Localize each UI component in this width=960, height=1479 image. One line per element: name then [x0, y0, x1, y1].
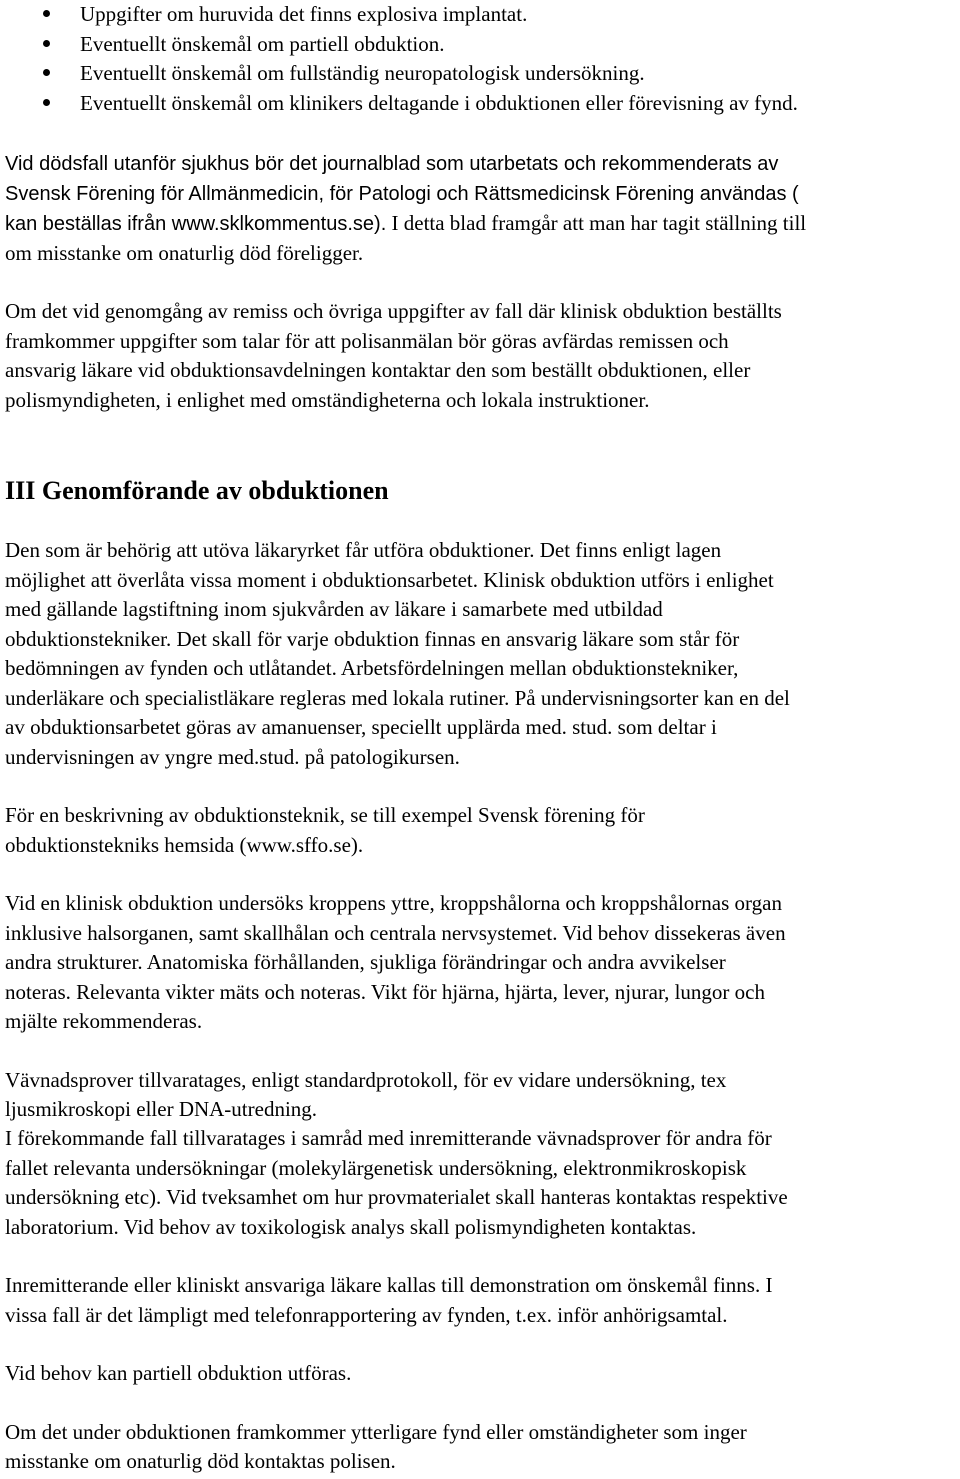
bullet-dot — [43, 40, 50, 47]
text-line — [5, 210, 806, 237]
text-line: av obduktionsarbetet göras av amanuenser, speciellt upplärda med. stud. som deltar i — [5, 715, 717, 739]
text-line: inklusive halsorganen, samt skallhålan och centrala nervsystemet. Vid behov dissekeras även — [5, 921, 786, 945]
bullet-item: Eventuellt önskemål om fullständig neuropatologisk undersökning. — [80, 61, 645, 85]
text-span: kan beställas ifrån www.sklkommentus.se). — [5, 213, 387, 235]
text-line: bedömningen av fynden och utlåtandet. Arbetsfördelningen mellan obduktionstekniker, — [5, 656, 739, 680]
text-line: polismyndigheten, i enlighet med omständigheterna och lokala instruktioner. — [5, 388, 650, 412]
bullet-dot — [43, 10, 50, 17]
text-line: andra strukturer. Anatomiska förhållanden, sjukliga förändringar och andra avvikelser — [5, 950, 726, 974]
text-line: fallet relevanta undersökningar (molekylärgenetisk undersökning, elektronmikroskopisk — [5, 1156, 747, 1180]
text-line: undervisningen av yngre med.stud. på patologikursen. — [5, 745, 460, 769]
text-line: ljusmikroskopi eller DNA-utredning. — [5, 1097, 318, 1121]
text-line: Den som är behörig att utöva läkaryrket får utföra obduktioner. Det finns enligt lagen — [5, 538, 722, 562]
text-line: Vid dödsfall utanför sjukhus bör det journalblad som utarbetats och rekommenderats av — [5, 153, 779, 175]
text-line: obduktionstekniker. Det skall för varje obduktion finnas en ansvarig läkare som står för — [5, 627, 740, 651]
bullet-item: Eventuellt önskemål om klinikers deltagande i obduktionen eller förevisning av fynd. — [80, 91, 798, 115]
bullet-dot — [43, 69, 50, 76]
text-line: om misstanke om onaturlig död föreligger. — [5, 241, 364, 265]
text-line: möjlighet att överlåta vissa moment i obduktionsarbetet. Klinisk obduktion utförs i enlighet — [5, 568, 774, 592]
text-line: Vid behov kan partiell obduktion utföras. — [5, 1361, 352, 1385]
text-line: ansvarig läkare vid obduktionsavdelningen kontaktar den som beställt obduktionen, eller — [5, 358, 751, 382]
text-line: noteras. Relevanta vikter mäts och noteras. Vikt för hjärna, hjärta, lever, njurar, lungor och — [5, 980, 765, 1004]
text-line: Inremitterande eller kliniskt ansvariga läkare kallas till demonstration om önskemål finns. I — [5, 1273, 773, 1297]
text-line: laboratorium. Vid behov av toxikologisk analys skall polismyndigheten kontaktas. — [5, 1215, 697, 1239]
text-line: vissa fall är det lämpligt med telefonrapportering av fynden, t.ex. inför anhörigsamtal. — [5, 1303, 728, 1327]
text-line: obduktionstekniks hemsida (www.sffo.se). — [5, 833, 364, 857]
section-heading: III Genomförande av obduktionen — [5, 476, 389, 505]
text-line: Om det under obduktionen framkommer ytterligare fynd eller omständigheter som inger — [5, 1420, 747, 1444]
text-line: mjälte rekommenderas. — [5, 1009, 203, 1033]
text-line: Om det vid genomgång av remiss och övriga uppgifter av fall där klinisk obduktion beställts — [5, 299, 782, 323]
text-line: undersökning etc). Vid tveksamhet om hur provmaterialet skall hanteras kontaktas respektive — [5, 1185, 788, 1209]
text-line: misstanke om onaturlig död kontaktas polisen. — [5, 1449, 396, 1473]
text-line: Vävnadsprover tillvaratages, enligt standardprotokoll, för ev vidare undersökning, tex — [5, 1068, 727, 1092]
text-line: För en beskrivning av obduktionsteknik, se till exempel Svensk förening för — [5, 803, 645, 827]
text-line: I förekommande fall tillvaratages i samråd med inremitterande vävnadsprover för andra för — [5, 1126, 772, 1150]
text-line: med gällande lagstiftning inom sjukvården av läkare i samarbete med utbildad — [5, 597, 663, 621]
text-line: Svensk Förening för Allmänmedicin, för Patologi och Rättsmedicinsk Förening användas ( — [5, 183, 799, 205]
text-span: I detta blad framgår att man har tagit ställning till — [386, 211, 807, 235]
bullet-item: Eventuellt önskemål om partiell obduktion. — [80, 32, 445, 56]
text-line: underläkare och specialistläkare regleras med lokala rutiner. På undervisningsorter kan en del — [5, 686, 790, 710]
text-line: framkommer uppgifter som talar för att polisanmälan bör göras avfärdas remissen och — [5, 329, 729, 353]
text-line: Vid en klinisk obduktion undersöks kroppens yttre, kroppshålorna och kroppshålornas organ — [5, 891, 782, 915]
bullet-dot — [43, 99, 50, 106]
bullet-item: Uppgifter om huruvida det finns explosiva implantat. — [80, 2, 528, 26]
